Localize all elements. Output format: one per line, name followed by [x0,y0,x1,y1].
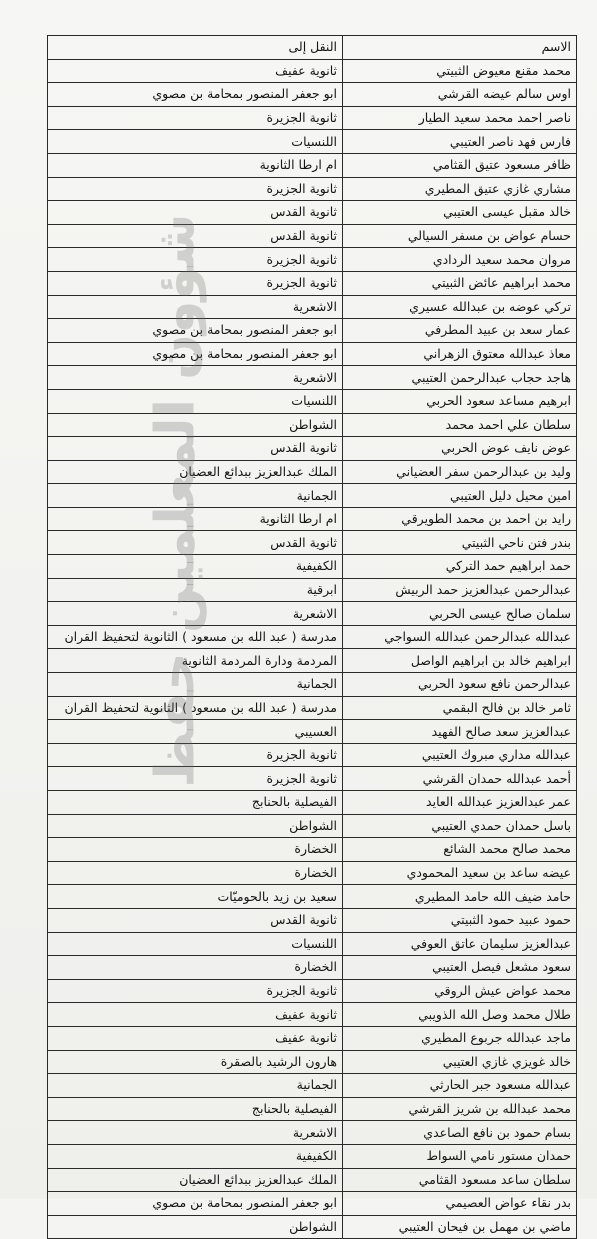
destination-school-cell: ثانوية الجزيرة [48,979,343,1003]
destination-school-cell: هارون الرشيد بالصقرة [48,1050,343,1074]
destination-school-cell: ثانوية الجزيرة [48,767,343,791]
teacher-name-cell: مشاري غازي عتيق المطيري [343,177,577,201]
table-row [48,484,577,508]
teacher-name-cell: هاجد حجاب عبدالرحمن العتيبي [343,366,577,390]
destination-school-cell: الاشعرية [48,602,343,626]
teacher-name-cell: عبدالله عبدالرحمن عبدالله السواجي [343,625,577,649]
teacher-name-cell: عبدالعزيز سعد صالح الفهيد [343,720,577,744]
table-row [48,1097,577,1121]
teacher-name-cell: باسل حمدان حمدي العتيبي [343,814,577,838]
destination-school-cell: ثانوية القدس [48,531,343,555]
teacher-name-cell: محمد ابراهيم عائض الثبيتي [343,271,577,295]
teacher-name-cell: عوض نايف عوض الحربي [343,437,577,461]
teacher-name-cell: عمار سعد بن عبيد المطرفي [343,319,577,343]
table-row [48,413,577,437]
table-row [48,366,577,390]
destination-school-cell: ابرقية [48,578,343,602]
destination-school-cell: ثانوية عفيف [48,1026,343,1050]
table-row [48,720,577,744]
destination-school-cell: ابو جعفر المنصور بمحامة بن مصوي [48,83,343,107]
header-name: الاسم [343,36,577,60]
table-row [48,531,577,555]
table-row [48,248,577,272]
destination-school-cell: الخضارة [48,838,343,862]
destination-school-cell: الكفيفية [48,555,343,579]
destination-school-cell: الاشعرية [48,1121,343,1145]
table-row [48,224,577,248]
teacher-name-cell: حمود عبيد حمود الثبيتي [343,908,577,932]
teacher-name-cell: عمر عبدالعزيز عبدالله العايد [343,791,577,815]
teacher-name-cell: عبدالرحمن نافع سعود الحربي [343,673,577,697]
table-row [48,1144,577,1168]
teacher-name-cell: معاذ عبدالله معتوق الزهراني [343,342,577,366]
transfer-table [47,35,577,1239]
destination-school-cell: الاشعرية [48,295,343,319]
table-row [48,342,577,366]
table-row [48,932,577,956]
destination-school-cell: الكفيفية [48,1144,343,1168]
teacher-name-cell: بسام حمود بن نافع الصاعدي [343,1121,577,1145]
teacher-name-cell: ابراهيم خالد بن ابراهيم الواصل [343,649,577,673]
destination-school-cell: ثانوية عفيف [48,59,343,83]
destination-school-cell: ثانوية عفيف [48,1003,343,1027]
table-row [48,908,577,932]
teacher-name-cell: ناصر احمد محمد سعيد الطيار [343,106,577,130]
table-row [48,153,577,177]
destination-school-cell: الفيصلية بالحنابج [48,1097,343,1121]
table-row [48,578,577,602]
table-row [48,389,577,413]
teacher-name-cell: بدر نقاء عواض العصيمي [343,1192,577,1216]
destination-school-cell: ثانوية القدس [48,437,343,461]
destination-school-cell: اللنسيات [48,130,343,154]
destination-school-cell: ثانوية الجزيرة [48,743,343,767]
teacher-name-cell: سلمان صالح عيسى الحربي [343,602,577,626]
teacher-name-cell: عيضه ساعد بن سعيد المحمودي [343,861,577,885]
teacher-name-cell: عبدالله مداري مبروك العتيبي [343,743,577,767]
table-row [48,1026,577,1050]
destination-school-cell: الجمانية [48,1074,343,1098]
destination-school-cell: ثانوية الجزيرة [48,106,343,130]
destination-school-cell: الجمانية [48,673,343,697]
destination-school-cell: العسيبي [48,720,343,744]
table-row [48,885,577,909]
destination-school-cell: الملك عبدالعزيز ببدائع العضيان [48,1168,343,1192]
table-row [48,838,577,862]
table-row [48,602,577,626]
destination-school-cell: الشواطن [48,814,343,838]
teacher-name-cell: حامد ضيف الله حامد المطيري [343,885,577,909]
table-row [48,1050,577,1074]
teacher-name-cell: خالد مقبل عيسى العتيبي [343,201,577,225]
teacher-name-cell: وليد بن عبدالرحمن سفر العضياني [343,460,577,484]
teacher-name-cell: محمد عواض عيش الروقي [343,979,577,1003]
header-destination: النقل إلى [48,36,343,60]
destination-school-cell: الفيصلية بالحنابج [48,791,343,815]
teacher-name-cell: تركي عوضه بن عبدالله عسيري [343,295,577,319]
table-row [48,130,577,154]
teacher-name-cell: سعود مشعل فيصل العتيبي [343,956,577,980]
destination-school-cell: ثانوية القدس [48,201,343,225]
table-row [48,814,577,838]
table-row [48,696,577,720]
table-row [48,460,577,484]
destination-school-cell: مدرسة ( عبد الله بن مسعود ) الثانوية لتحفيظ القران [48,696,343,720]
table-row [48,271,577,295]
teacher-name-cell: سلطان ساعد مسعود القثامي [343,1168,577,1192]
table-row [48,1192,577,1216]
destination-school-cell: ام ارطا الثانوية [48,153,343,177]
destination-school-cell: الخضارة [48,956,343,980]
table-row [48,83,577,107]
teacher-name-cell: رايد بن احمد بن محمد الطويرقي [343,507,577,531]
teacher-name-cell: حمدان مستور نامي السواط [343,1144,577,1168]
teacher-name-cell: محمد عبدالله بن شريز القرشي [343,1097,577,1121]
destination-school-cell: ثانوية الجزيرة [48,177,343,201]
teacher-name-cell: حمد ابراهيم حمد التركي [343,555,577,579]
destination-school-cell: الشواطن [48,1215,343,1239]
table-row [48,1003,577,1027]
teacher-name-cell: ماجد عبدالله جربوع المطيري [343,1026,577,1050]
destination-school-cell: ابو جعفر المنصور بمحامة بن مصوي [48,342,343,366]
destination-school-cell: سعيد بن زيد بالحوميّات [48,885,343,909]
destination-school-cell: اللنسيات [48,932,343,956]
destination-school-cell: الشواطن [48,413,343,437]
teacher-name-cell: عبدالعزيز سليمان عاتق العوفي [343,932,577,956]
table-row [48,1121,577,1145]
table-row [48,437,577,461]
table-row [48,1215,577,1239]
teacher-name-cell: محمد صالح محمد الشائع [343,838,577,862]
watermark: شؤون المعلمين حفظ [143,212,207,788]
destination-school-cell: ثانوية الجزيرة [48,271,343,295]
table-row [48,106,577,130]
table-row [48,319,577,343]
destination-school-cell: الملك عبدالعزيز ببدائع العضيان [48,460,343,484]
teacher-name-cell: حسام عواض بن مسفر السيالي [343,224,577,248]
teacher-name-cell: سلطان علي احمد محمد [343,413,577,437]
teacher-name-cell: أحمد عبدالله حمدان القرشي [343,767,577,791]
destination-school-cell: ابو جعفر المنصور بمحامة بن مصوي [48,1192,343,1216]
table-row [48,956,577,980]
table-row [48,177,577,201]
teacher-name-cell: مروان محمد سعيد الردادي [343,248,577,272]
table-row [48,649,577,673]
teacher-name-cell: طلال محمد وصل الله الذويبي [343,1003,577,1027]
table-row [48,1168,577,1192]
table-row [48,507,577,531]
teacher-name-cell: امين محيل دليل العتيبي [343,484,577,508]
destination-school-cell: المردمة ودارة المردمة الثانوية [48,649,343,673]
destination-school-cell: ابو جعفر المنصور بمحامة بن مصوي [48,319,343,343]
teacher-name-cell: اوس سالم عيضه القرشي [343,83,577,107]
destination-school-cell: ثانوية الجزيرة [48,248,343,272]
destination-school-cell: ام ارطا الثانوية [48,507,343,531]
table-row [48,625,577,649]
teacher-name-cell: ماضي بن مهمل بن فيحان العتيبي [343,1215,577,1239]
destination-school-cell: ثانوية القدس [48,908,343,932]
table-row [48,295,577,319]
destination-school-cell: الجمانية [48,484,343,508]
table-row [48,743,577,767]
teacher-name-cell: ظافر مسعود عتيق القثامي [343,153,577,177]
table-row [48,861,577,885]
table-row [48,979,577,1003]
teacher-name-cell: ثامر خالد بن فالح البقمي [343,696,577,720]
teacher-name-cell: خالد غويزي غازي العتيبي [343,1050,577,1074]
table-row [48,555,577,579]
teacher-name-cell: فارس فهد ناصر العتيبي [343,130,577,154]
teacher-name-cell: ابرهيم مساعد سعود الحربي [343,389,577,413]
table-row [48,59,577,83]
destination-school-cell: ثانوية القدس [48,224,343,248]
destination-school-cell: الاشعرية [48,366,343,390]
table-row [48,201,577,225]
teacher-name-cell: محمد مقنع معيوض الثبيتي [343,59,577,83]
table-row [48,791,577,815]
destination-school-cell: اللنسيات [48,389,343,413]
table-row [48,767,577,791]
teacher-name-cell: عبدالرحمن عبدالعزيز حمد الربيش [343,578,577,602]
teacher-name-cell: عبدالله مسعود جبر الحارثي [343,1074,577,1098]
table-header-row [48,36,577,60]
table-row [48,673,577,697]
table-row [48,1074,577,1098]
destination-school-cell: الخضارة [48,861,343,885]
teacher-name-cell: بندر فتن ناحي الثبيتي [343,531,577,555]
destination-school-cell: مدرسة ( عبد الله بن مسعود ) الثانوية لتحفيظ القران [48,625,343,649]
